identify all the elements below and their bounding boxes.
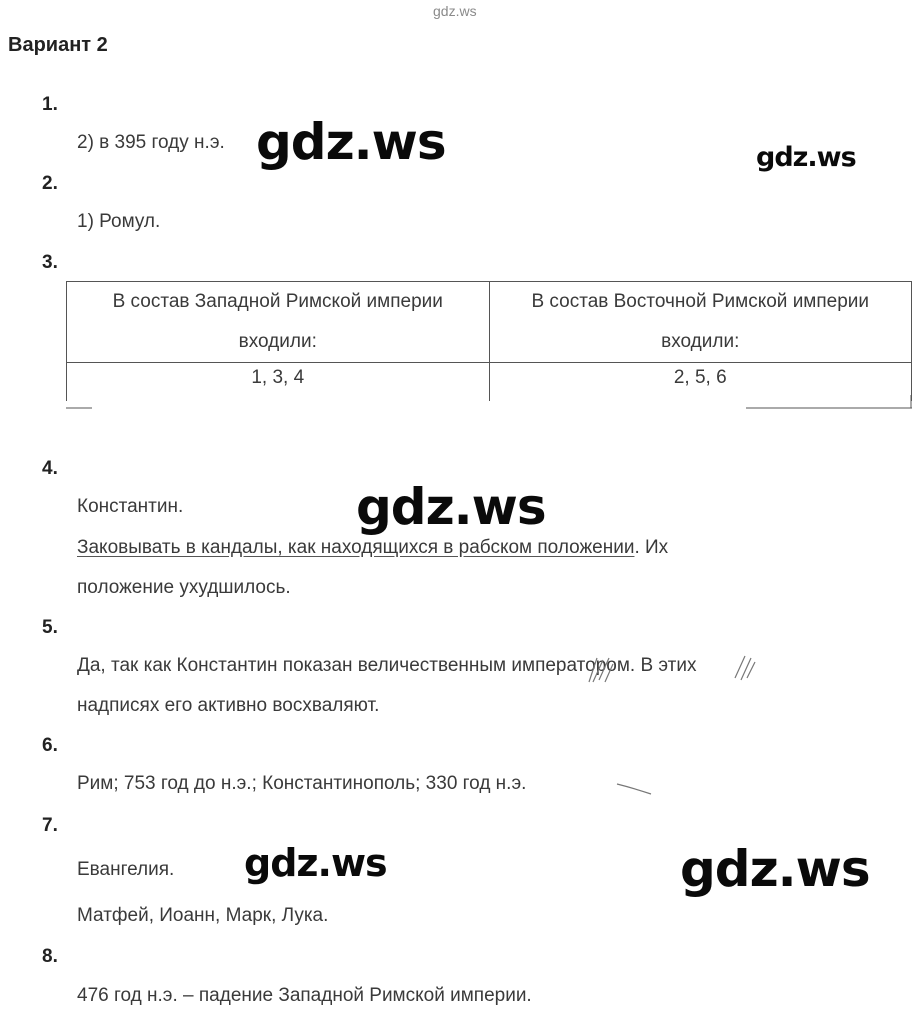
table-cell-west: 1, 3, 4	[67, 363, 490, 402]
scribble-marks	[585, 652, 765, 688]
page-title: Вариант 2	[8, 34, 108, 56]
item-1-answer: 2) в 395 году н.э.	[77, 132, 225, 153]
item-2-number: 2.	[42, 173, 58, 194]
item-7-answer: Евангелия.	[77, 859, 175, 880]
item-3-number: 3.	[42, 252, 58, 273]
item-4-answer: Константин.	[77, 496, 184, 517]
item-7-number: 7.	[42, 815, 58, 836]
top-watermark: gdz.ws	[433, 3, 477, 19]
item-5-line-2: надписях его активно восхваляют.	[77, 695, 380, 716]
item-4-explanation	[77, 537, 668, 559]
item-1-number: 1.	[42, 94, 58, 115]
item-6-answer: Рим; 753 год до н.э.; Константинополь; 330 год н.э.	[77, 773, 527, 794]
item-5-line-1: Да, так как Константин показан величественным императором. В этих	[77, 655, 697, 676]
item-4-result: положение ухудшилось.	[77, 577, 291, 598]
watermark-5: gdz.ws	[680, 840, 870, 898]
underlined-text: Заковывать в кандалы, как находящихся в рабском положении	[77, 537, 635, 558]
explanation-tail: . Их	[634, 537, 669, 558]
item-6-number: 6.	[42, 735, 58, 756]
table-header-east: В состав Восточной Римской империи входили:	[489, 282, 912, 363]
table-header-west: В состав Западной Римской империи входили:	[67, 282, 490, 363]
watermark-2: gdz.ws	[756, 142, 856, 173]
empire-table	[66, 281, 912, 401]
item-8-answer: 476 год н.э. – падение Западной Римской империи.	[77, 985, 532, 1006]
table-bottom-lines	[60, 395, 920, 415]
table-cell-east: 2, 5, 6	[489, 363, 912, 402]
item-4-number: 4.	[42, 458, 58, 479]
watermark-3: gdz.ws	[356, 478, 546, 536]
watermark-1: gdz.ws	[256, 113, 446, 171]
watermark-4: gdz.ws	[244, 841, 387, 885]
item-5-number: 5.	[42, 617, 58, 638]
item-7-authors: Матфей, Иоанн, Марк, Лука.	[77, 905, 329, 926]
item-2-answer: 1) Ромул.	[77, 211, 161, 232]
pen-stroke	[615, 778, 655, 798]
item-8-number: 8.	[42, 946, 58, 967]
